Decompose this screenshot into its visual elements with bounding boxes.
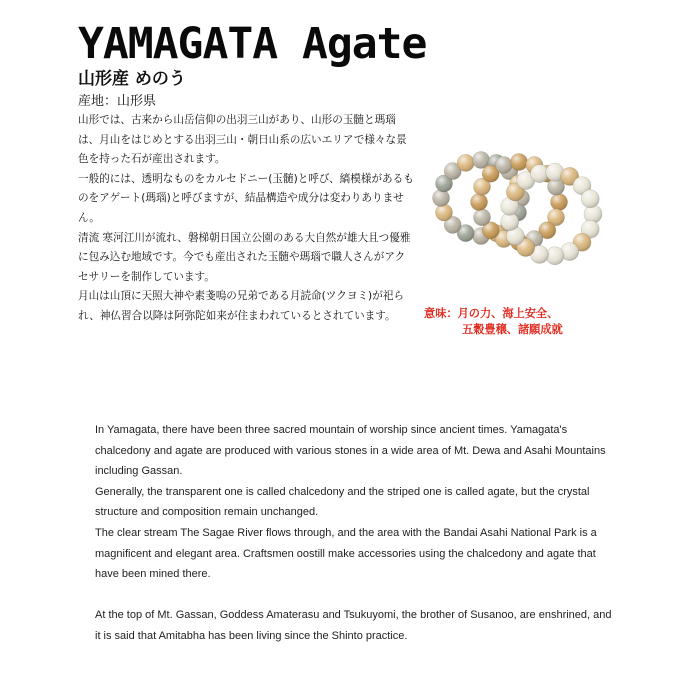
origin-label: 産地：山形県 [78,94,157,109]
bead-highlight [495,157,512,174]
bead-highlight [471,194,488,211]
page-subtitle: 山形産 めのう [78,69,186,89]
bead-highlight [457,154,474,171]
bead-highlight [436,204,453,221]
bracelet-photo [423,110,605,300]
bead-highlight [584,205,602,223]
en-paragraph-1: In Yamagata, there have been three sacred mountain of worship since ancient times. Yamagata's chalcedony and agate are produced with various stones in a wide area of Mt. Dewa and Asahi Mountains including Gassan. [95,424,606,478]
jp-paragraph-2: 一般的には、透明なものをカルセドニー(玉髄)と呼び、縞模様があるものをアゲート(瑪瑙)と呼びますが、結晶構造や成分は変わりありません。 [78,172,414,224]
meaning-line-2: 五穀豊穣、諸願成就 [462,323,563,336]
japanese-description [78,111,414,327]
page-title: YAMAGATA Agate [78,19,427,69]
meaning-text [424,306,614,338]
bead-highlight [433,190,450,207]
bead-highlight [474,209,491,226]
bead-highlight [581,190,599,208]
en-paragraph-3: The clear stream The Sagae River flows through, and the area with the Bandai Asahi National Park is a magnificent and elegant area. Craftsmen oostill make accessories using the chalcedony and agate that have been mined there. [95,526,597,581]
meaning-line-1: 意味：月の力、海上安全、 [424,307,559,320]
jp-paragraph-1: 山形では、古来から山岳信仰の出羽三山があり、山形の玉髄と瑪瑙は、月山をはじめとする出羽三山・朝日山系の広いエリアで様々な景色を持った石が産出されます。 [78,114,407,166]
jp-paragraph-3: 清流 寒河江川が流れ、磐梯朝日国立公園のある大自然が雄大且つ優雅に包み込む地域です。今でも産出された玉髄や瑪瑙で職人さんがアクセサリーを制作しています。 [78,231,411,283]
bead-highlight [551,194,568,211]
bead-highlight [511,154,528,171]
jp-paragraph-4: 月山は山頂に天照大神や素戔嗚の兄弟である月読命(ツクヨミ)が祀られ、神仏習合以降は阿弥陀如来が住まわれているとされています。 [78,290,404,322]
bracelet-illustration [423,110,605,300]
en-paragraph-4: At the top of Mt. Gassan, Goddess Amaterasu and Tsukuyomi, the brother of Susanoo, are enshrined, and it is said that Amitabha has been living since the Shinto practice. [95,609,612,642]
paragraph-gap [95,585,615,606]
en-paragraph-2: Generally, the transparent one is called chalcedony and the striped one is called agate, but the crystal structure and composition remain unchanged. [95,485,590,519]
english-description [95,420,615,647]
